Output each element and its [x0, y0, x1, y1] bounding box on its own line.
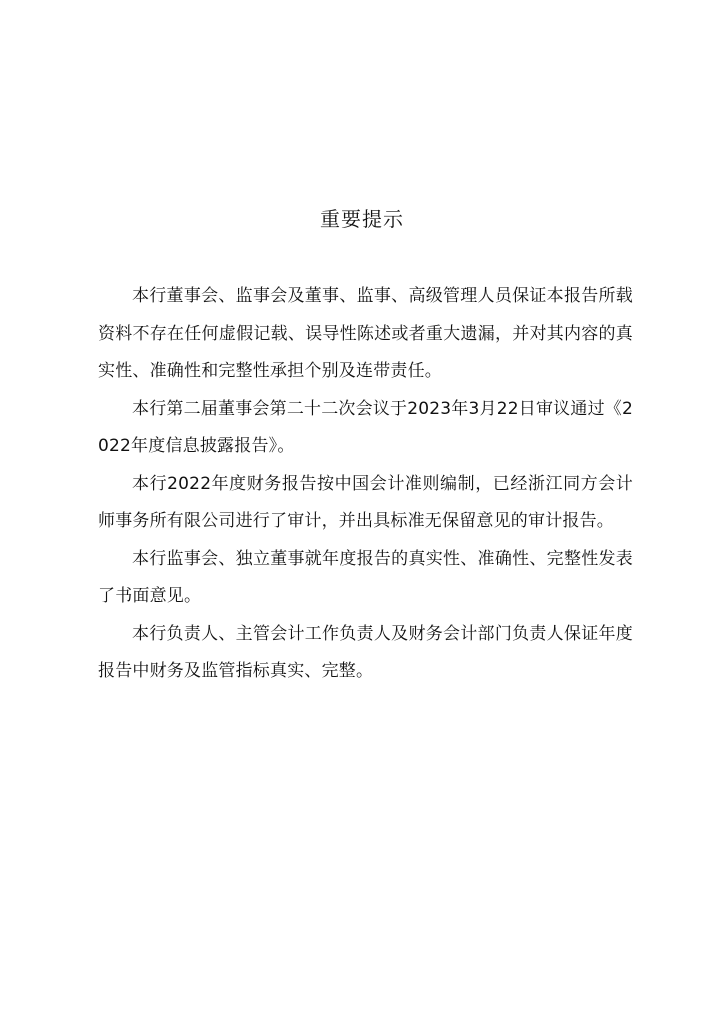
page-title: 重要提示 [320, 207, 404, 231]
paragraph-responsibility-statement: 本行董事会、监事会及董事、监事、高级管理人员保证本报告所载资料不存在任何虚假记载、误导性陈述或者重大遗漏，并对其内容的真实性、准确性和完整性承担个别及连带责任。 [98, 286, 633, 381]
paragraph-accuracy-guarantee: 本行负责人、主管会计工作负责人及财务会计部门负责人保证年度报告中财务及监管指标真实、完整。 [98, 623, 633, 681]
paragraph-audit-statement: 本行2022年度财务报告按中国会计准则编制，已经浙江同方会计师事务所有限公司进行了审计，并出具标准无保留意见的审计报告。 [98, 473, 633, 531]
paragraph-written-opinion: 本行监事会、独立董事就年度报告的真实性、准确性、完整性发表了书面意见。 [98, 548, 633, 606]
paragraph-board-approval: 本行第二届董事会第二十二次会议于2023年3月22日审议通过《2022年度信息披露报告》。 [98, 398, 633, 456]
notice-body [98, 278, 633, 691]
